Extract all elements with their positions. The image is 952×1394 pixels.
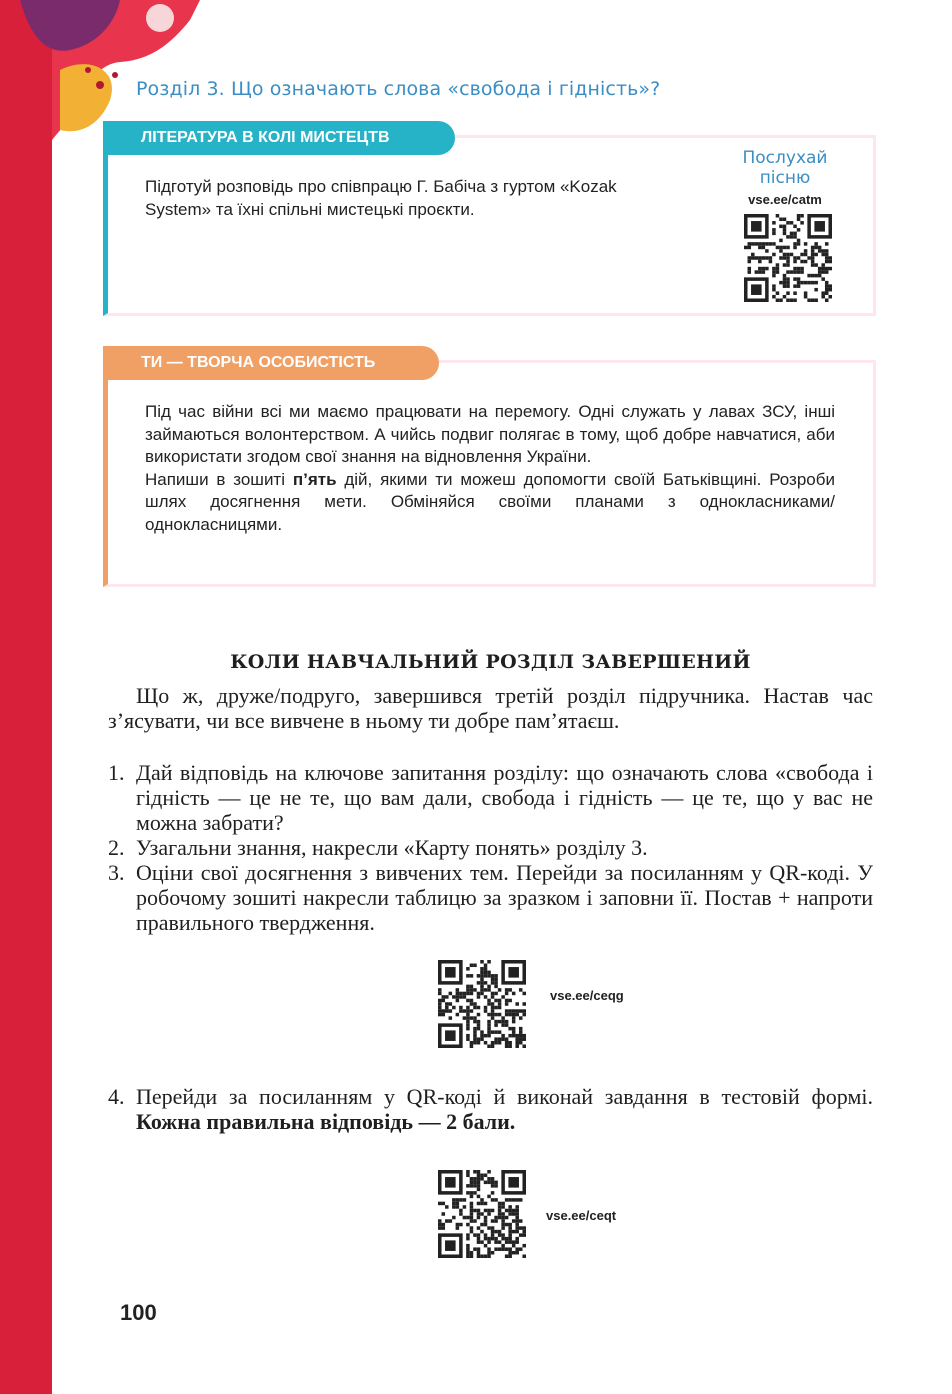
intro-paragraph: Що ж, друже/подруго, завершився третій розділ підручника. Настав час з’ясувати, чи все вивчене в ньому ти добре пам’ятаєш. [108,683,873,733]
item-number: 3. [108,860,125,885]
item-text: Перейди за посиланням у QR-коді й виконай завдання в тестовій формі. [136,1084,873,1109]
paragraph: Під час війни всі ми маємо працювати на перемогу. Одні служать у лавах ЗСУ, інші займаються волонтерством. А чийсь подвиг полягає в тому, щоб добре навчатися, аби використати згодом свої знання на відновлення України. [145,402,835,466]
task-list [108,1084,873,1134]
item-text: Оціни свої досягнення з вивчених тем. Перейди за посиланням у QR-коді. У робочому зошиті накресли таблицю за зразком і заповни її. Постав + напроти правильного твердження. [136,860,873,935]
qr-url[interactable]: vse.ee/ceqg [550,988,624,1003]
box-text: Підготуй розповідь про співпрацю Г. Бабіча з гуртом «Kozak System» та їхні спільні мистецькі проєкти. [145,177,617,219]
box-text [145,401,835,536]
bold-text: Кожна правильна відповідь — 2 бали. [136,1109,516,1134]
box-tab-label: ЛІТЕРАТУРА В КОЛІ МИСТЕЦТВ [103,121,455,155]
creative-personality-box [103,354,876,587]
list-item [108,1084,873,1134]
text-run: Напиши в зошиті [145,469,293,489]
item-text: Узагальни знання, накресли «Карту понять» розділу 3. [136,835,648,860]
qr-code-icon[interactable] [438,960,526,1048]
page-number: 100 [120,1300,157,1325]
list-item [108,860,873,935]
item-number: 1. [108,760,125,785]
paragraph [145,469,835,537]
item-number: 2. [108,835,125,860]
list-item [108,835,873,860]
section-title: КОЛИ НАВЧАЛЬНИЙ РОЗДІЛ ЗАВЕРШЕНИЙ [230,651,751,673]
bold-text: п’ять [292,469,337,489]
qr-url[interactable]: vse.ee/ceqt [546,1208,617,1223]
listen-title: Послухай пісню [742,148,828,188]
listen-song-block [730,148,840,207]
item-text: Дай відповідь на ключове запитання розділу: що означають слова «свобода і гідність — це не те, що вам дали, свобода і гідність — це те, що у вас не можна забрати? [136,760,873,835]
qr-code-icon[interactable] [438,1170,526,1258]
left-color-bar [0,0,52,1394]
text-run: дій, якими ти можеш допомогти своїй Батьківщині. Розроби шлях досягнення мети. Обміняйся своїми планами з однокласниками/однокласницями. [145,469,835,534]
qr-code-icon[interactable] [744,214,832,302]
task-list [108,760,873,935]
box-tab-label: ТИ — ТВОРЧА ОСОБИСТІСТЬ [103,346,439,380]
list-item [108,760,873,835]
listen-url[interactable]: vse.ee/catm [748,192,822,207]
chapter-header: Розділ 3. Що означають слова «свобода і гідність»? [136,78,661,100]
item-number: 4. [108,1084,125,1109]
